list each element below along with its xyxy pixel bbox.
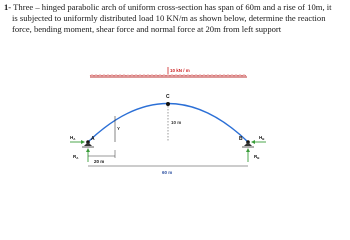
right-support — [242, 140, 254, 147]
y-label: Y — [117, 126, 121, 131]
load-band — [90, 76, 247, 78]
right-support-label: B — [239, 136, 243, 142]
right-h-label: $H_B$ — [259, 135, 265, 141]
span-label: 60 m — [162, 170, 173, 175]
left-h-label: $H_A$ — [70, 135, 76, 141]
right-h-arrowhead — [251, 140, 255, 144]
left-support-label: A — [91, 136, 95, 142]
question-line-2: is subjected to uniformly distributed load 10 KN/m as shown below, determine the reaction — [12, 13, 326, 23]
right-v-label: $R_B$ — [254, 154, 260, 160]
question-number: 1- — [4, 2, 12, 12]
crown-label: C — [166, 94, 170, 100]
x-dim-label: 20 m — [94, 159, 105, 164]
load-label: 10 kN / m — [170, 68, 190, 73]
crown-hinge — [166, 102, 170, 106]
distributed-load — [90, 67, 247, 78]
right-v-arrowhead — [246, 148, 250, 152]
left-v-arrowhead — [86, 148, 90, 152]
left-h-arrowhead — [81, 140, 85, 144]
rise-label: 10 m — [171, 120, 182, 125]
load-wave — [90, 75, 246, 76]
question-line-1-text: Three – hinged parabolic arch of uniform cross-section has span of 60m and a rise of 10m, it — [13, 2, 332, 12]
left-v-label: $R_A$ — [73, 154, 79, 160]
question-line-3: force, bending moment, shear force and normal force at 20m from left support — [12, 24, 282, 34]
